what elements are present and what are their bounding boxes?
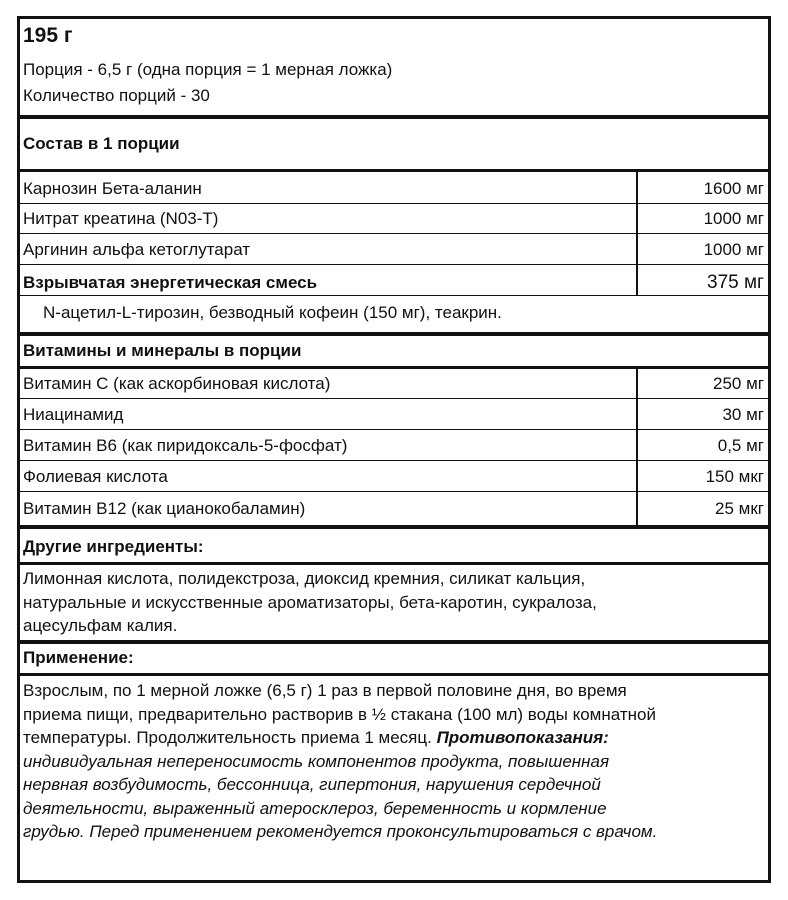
vitamin-amount: 0,5 мг [717,436,764,455]
vitamin-name: Фолиевая кислота [23,467,168,486]
vitamin-amount: 250 мг [713,374,764,393]
divider [20,115,768,119]
ingredient-amount: 1000 мг [703,209,764,228]
vitamin-name: Витамин В12 (как цианокобаламин) [23,499,306,518]
row-divider [20,491,768,492]
vitamin-name: Витамин С (как аскорбиновая кислота) [23,374,331,393]
ingredient-name: Карнозин Бета-аланин [23,179,202,198]
divider [20,169,768,172]
divider [20,332,768,336]
row-divider [20,295,768,296]
row-divider [20,429,768,430]
row-divider [20,398,768,399]
column-divider [636,172,638,296]
divider [20,640,768,644]
divider [20,366,768,369]
contraindications-text: индивидуальная непереносимость компонентов продукта, повышенная [23,751,610,771]
divider [20,562,768,565]
ingredient-name: Нитрат креатина (N03-T) [23,209,219,228]
other-ingredients-title: Другие ингредиенты: [23,537,204,556]
row-divider [20,264,768,265]
supplement-facts-label [17,16,771,883]
divider [20,673,768,676]
usage-title: Применение: [23,648,134,667]
other-ingredients-text: Лимонная кислота, полидекстроза, диоксид кремния, силикат кальция, натуральные и искусственные ароматизаторы, бета-каротин, сукралоза, ацесульфам калия. [23,569,597,635]
composition-title: Состав в 1 порции [23,134,180,153]
blend-name: Взрывчатая энергетическая смесь [23,273,318,292]
ingredient-amount: 1600 мг [703,179,764,198]
vitamins-title: Витамины и минералы в порции [23,341,302,360]
servings-count: Количество порций - 30 [23,86,210,105]
divider [20,525,768,529]
usage-text: Взрослым, по 1 мерной ложке (6,5 г) 1 раз в первой половине дня, во время приема пищи, предварительно растворив в ½ стакана (100 мл) воды комнатной температуры. Продолжительность приема 1 месяц. Противопоказания: индивидуальная непереносимость компонентов продукта, повышенная нервная возбудимость, бессонница, гипертония, нарушения сердечной деятельности, выраженный атеросклероз, беременность и кормление грудью. Перед применением рекомендуется проконсультироваться с врачом. [23,679,762,844]
vitamin-amount: 150 мкг [705,467,764,486]
row-divider [20,233,768,234]
contraindications-title: Противопоказания: [436,728,609,747]
blend-amount: 375 мг [707,272,764,293]
ingredient-amount: 1000 мг [703,240,764,259]
column-divider [636,369,638,526]
row-divider [20,203,768,204]
ingredient-name: Аргинин альфа кетоглутарат [23,240,251,259]
vitamin-name: Ниацинамид [23,405,124,424]
serving-size: Порция - 6,5 г (одна порция = 1 мерная ложка) [23,60,393,79]
blend-ingredients: N-ацетил-L-тирозин, безводный кофеин (150 мг), теакрин. [43,303,502,322]
vitamin-amount: 25 мкг [715,499,764,518]
vitamin-name: Витамин В6 (как пиридоксаль-5-фосфат) [23,436,348,455]
package-weight: 195 г [23,24,73,47]
vitamin-amount: 30 мг [722,405,764,424]
row-divider [20,460,768,461]
